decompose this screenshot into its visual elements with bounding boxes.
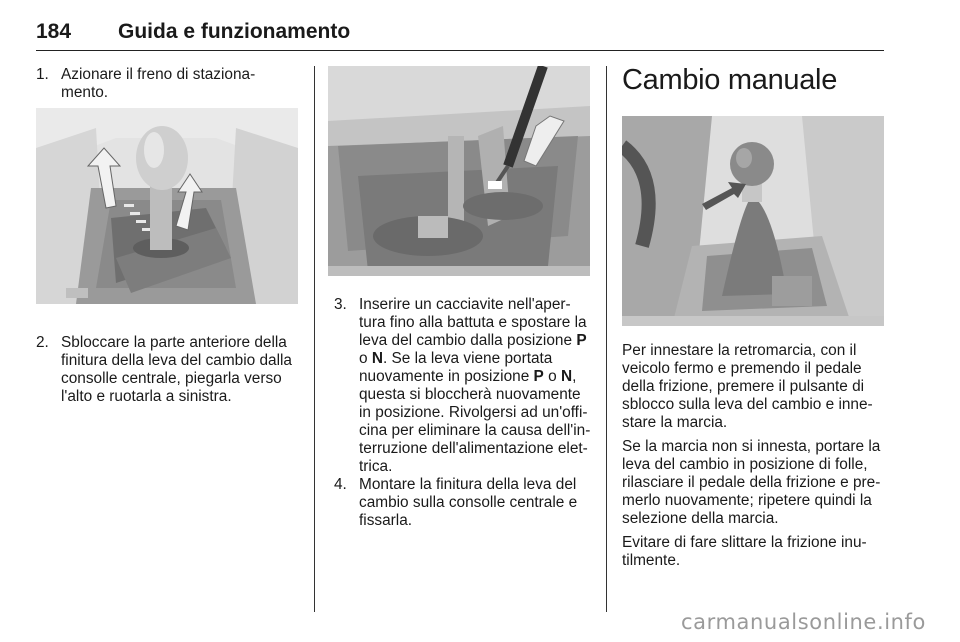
step-3 <box>334 296 592 476</box>
gear-position-n: N <box>560 368 573 385</box>
step-4 <box>334 476 592 530</box>
column-divider-left <box>314 66 315 612</box>
gear-position-n: N <box>371 350 383 367</box>
manual-gearbox-text <box>622 342 888 576</box>
step-1 <box>36 66 302 102</box>
paragraph-gear-not-engaging: Se la marcia non si innesta, portare la leva del cambio in posizione di folle, rilasciare il pedale della frizione e pre-merlo nuovamente; ripetere quindi la selezione della marcia. <box>622 438 881 527</box>
gear-position-p: P <box>533 368 544 385</box>
paragraph-clutch-slip: Evitare di fare slittare la frizione inu-tilmente. <box>622 534 867 569</box>
step-number: 4. <box>334 476 347 493</box>
photo-automatic-gear-lever <box>36 108 298 304</box>
photo-screwdriver-release <box>328 66 590 276</box>
page-title: Guida e funzionamento <box>118 20 351 43</box>
step-text: Montare la finitura della leva del cambio sulla consolle centrale e fissarla. <box>359 476 578 529</box>
step-text: Sbloccare la parte anteriore della finitura della leva del cambio dalla consolle centrale, piegarla verso l'alto e ruotarla a sinistra. <box>61 334 292 405</box>
column-divider-right <box>606 66 607 612</box>
step-2 <box>36 334 302 406</box>
section-title: Cambio manuale <box>622 64 838 96</box>
step-number: 3. <box>334 296 347 313</box>
step-number: 2. <box>36 334 49 351</box>
gear-position-p: P <box>576 332 587 349</box>
page-number: 184 <box>36 20 72 43</box>
page-header <box>36 16 884 51</box>
step-number: 1. <box>36 66 49 83</box>
watermark: carmanualsonline.info <box>681 610 926 634</box>
photo-manual-gear-lever <box>622 116 884 326</box>
step-text: Inserire un cacciavite nell'aper-tura fino alla battuta e spostare la leva del cambio dalla posizione P o N. Se la leva viene portata nuovamente in posizione P o N, questa si bloccherà nuovamente in posizione. Rivolgersi ad un'offi-cina per eliminare la causa dell'in-terruzione dell'alimentazione elet-trica. <box>359 296 591 475</box>
paragraph-reverse-gear: Per innestare la retromarcia, con il veicolo fermo e premendo il pedale della frizione, premere il pulsante di sblocco sulla leva del cambio e inne-stare la marcia. <box>622 342 873 431</box>
step-text: Azionare il freno di staziona-mento. <box>61 66 256 101</box>
